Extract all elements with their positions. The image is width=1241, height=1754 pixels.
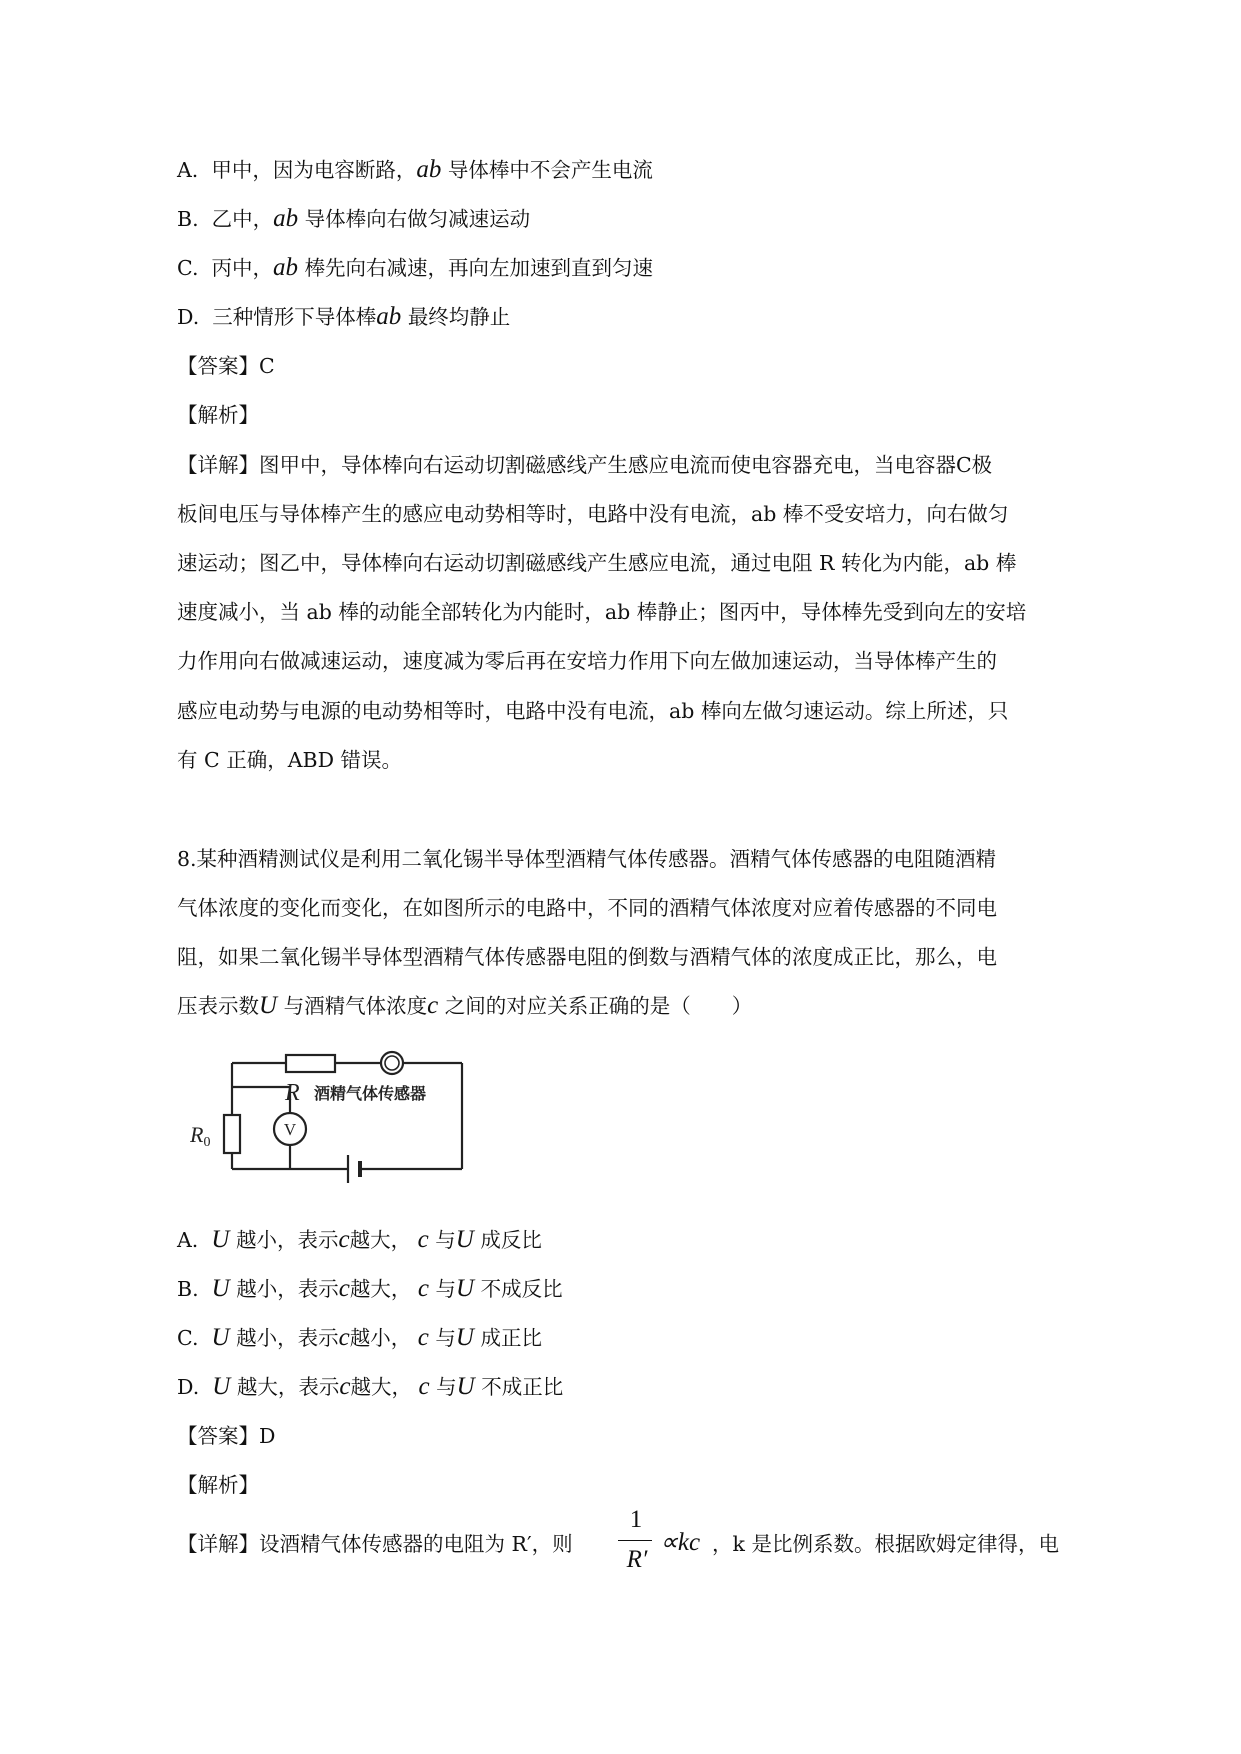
q8-option-c: C. U 越小，表示c越小， c 与U 成正比 bbox=[177, 1324, 542, 1351]
voltmeter-label: V bbox=[283, 1120, 297, 1139]
q8-analysis: 【解析】 bbox=[177, 1473, 259, 1497]
q7-detail-line: 速度减小，当 ab 棒的动能全部转化为内能时，ab 棒静止；图丙中，导体棒先受到向左的安培 bbox=[177, 600, 1027, 624]
gas-sensor-icon bbox=[381, 1052, 403, 1074]
q8-detail-start: 【详解】设酒精气体传感器的电阻为 R′，则 bbox=[177, 1532, 573, 1556]
q8-option-d: D. U 越大，表示c越大， c 与U 不成正比 bbox=[177, 1373, 564, 1400]
q7-analysis: 【解析】 bbox=[177, 403, 259, 427]
fraction-bar bbox=[618, 1540, 652, 1541]
q8-option-b: B. U 越小，表示c越大， c 与U 不成反比 bbox=[177, 1275, 563, 1302]
q8-stem-line: 8.某种酒精测试仪是利用二氧化锡半导体型酒精气体传感器。酒精气体传感器的电阻随酒精 bbox=[177, 847, 997, 871]
proportional-expression: ∝kc bbox=[660, 1529, 701, 1556]
q8-answer: 【答案】D bbox=[177, 1424, 276, 1448]
r0-label: R0 bbox=[190, 1122, 211, 1150]
fraction-denominator: R′ bbox=[626, 1546, 648, 1573]
q7-detail-line: 板间电压与导体棒产生的感应电动势相等时，电路中没有电流，ab 棒不受安培力，向右做匀 bbox=[177, 502, 1009, 526]
resistor-r0 bbox=[224, 1115, 240, 1153]
q7-option-b: B. 乙中，ab 导体棒向右做匀减速运动 bbox=[177, 205, 531, 232]
q8-stem-line-last: 压表示数U 与酒精气体浓度c 之间的对应关系正确的是（ ） bbox=[177, 992, 753, 1019]
q7-answer: 【答案】C bbox=[177, 354, 275, 378]
q7-detail-line: 速运动；图乙中，导体棒向右运动切割磁感线产生感应电流，通过电阻 R 转化为内能，ab 棒 bbox=[177, 551, 1017, 575]
r-label: R bbox=[285, 1080, 300, 1106]
q7-detail-line: 【详解】图甲中，导体棒向右运动切割磁感线产生感应电流而使电容器充电，当电容器C极 bbox=[177, 453, 993, 477]
q8-stem-line: 阻，如果二氧化锡半导体型酒精气体传感器电阻的倒数与酒精气体的浓度成正比，那么，电 bbox=[177, 945, 997, 969]
q8-stem-line: 气体浓度的变化而变化，在如图所示的电路中，不同的酒精气体浓度对应着传感器的不同电 bbox=[177, 896, 997, 920]
q8-option-a: A. U 越小，表示c越大， c 与U 成反比 bbox=[177, 1226, 542, 1253]
q7-option-a: A. 甲中，因为电容断路，ab 导体棒中不会产生电流 bbox=[177, 156, 653, 183]
q7-detail-line: 感应电动势与电源的电动势相等时，电路中没有电流，ab 棒向左做匀速运动。综上所述，只 bbox=[177, 699, 1009, 723]
resistor-r bbox=[286, 1055, 335, 1072]
fraction-numerator: 1 bbox=[629, 1506, 643, 1533]
q7-detail-line: 力作用向右做减速运动，速度减为零后再在安培力作用下向左做加速运动，当导体棒产生的 bbox=[177, 649, 997, 673]
q7-option-c: C. 丙中，ab 棒先向右减速，再向左加速到直到匀速 bbox=[177, 254, 654, 281]
q7-option-d: D. 三种情形下导体棒ab 最终均静止 bbox=[177, 303, 511, 330]
battery-icon bbox=[348, 1155, 360, 1183]
circuit-diagram bbox=[190, 1045, 490, 1190]
q7-detail-line: 有 C 正确，ABD 错误。 bbox=[177, 748, 403, 772]
q8-detail-end: ，k 是比例系数。根据欧姆定律得，电 bbox=[712, 1532, 1059, 1556]
sensor-label: 酒精气体传感器 bbox=[314, 1084, 427, 1103]
